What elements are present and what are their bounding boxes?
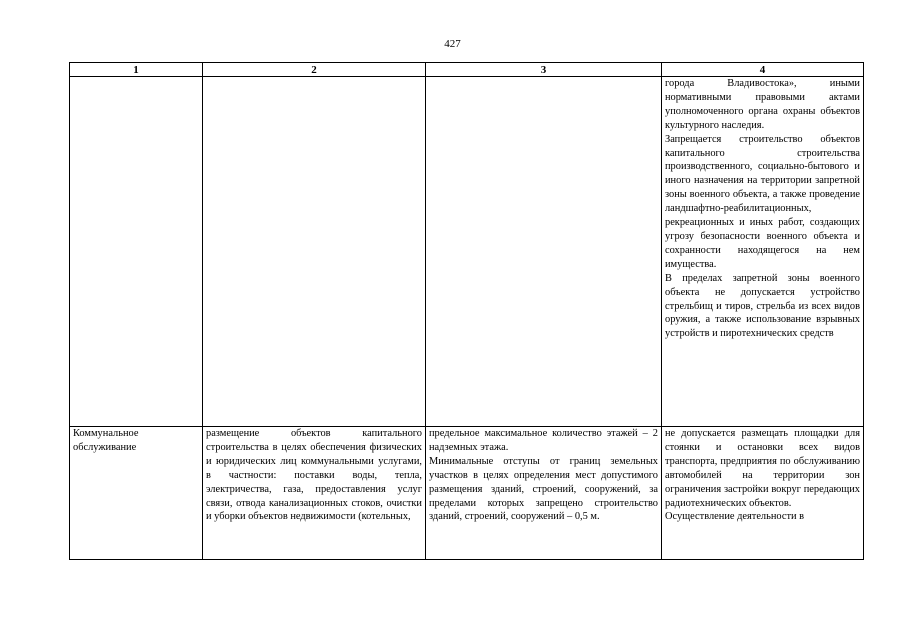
column-header-1: 1 <box>70 63 203 77</box>
row2-col4-paragraph-1: не допускается размещать площадки для стоянки и остановки всех видов транспорта, предприятия по обслуживанию автомобилей на территории зон ограничения застройки вокруг передающих радиотехнических объектов. <box>665 428 860 509</box>
page-number: 427 <box>444 38 461 50</box>
row1-col4-paragraph-3: В пределах запретной зоны военного объекта не допускается устройство стрельбищ и тиров, стрельба из всех видов оружия, а также использование взрывных устройств и пиротехнических средств <box>665 272 860 340</box>
row2-col3-paragraph-2: Минимальные отступы от границ земельных участков в целях определения мест допустимого размещения зданий, строений, сооружений, за пределами которых запрещено строительство зданий, строений, сооружений – 0,5 м. <box>429 455 658 523</box>
row1-col4-paragraph-2: Запрещается строительство объектов капитального строительства производственного, социально-бытового и иного назначения на территории запретной зоны военного объекта, а также проведение ландшафтно-реабилитационных, рекреационных и иных работ, создающих угрозу безопасности военного объекта и сохранности находящегося на нем имущества. <box>665 133 860 270</box>
column-header-3: 3 <box>426 63 662 77</box>
row1-col3-cell <box>426 77 662 427</box>
row1-col1-cell <box>70 77 203 427</box>
column-header-2: 2 <box>203 63 426 77</box>
row2-col2-paragraph-1: размещение объектов капитального строительства в целях обеспечения физических и юридических лиц коммунальными услугами, в частности: поставки воды, тепла, электричества, газа, предоставления услуг связи, отвода канализационных стоков, очистки и уборки объектов недвижимости (котельных, <box>206 428 422 523</box>
row1-col2-cell <box>203 77 426 427</box>
table-row <box>70 427 864 560</box>
row2-col3-paragraph-1: предельное максимальное количество этажей – 2 надземных этажа. <box>429 428 658 453</box>
row1-col4-paragraph-1: города Владивостока», иными нормативными правовыми актами уполномоченного органа охраны объектов культурного наследия. <box>665 78 860 131</box>
row2-use-type-name: Коммунальное обслуживание <box>73 428 139 453</box>
table-header-row <box>70 63 864 77</box>
row1-col4-cell <box>662 77 864 427</box>
column-header-4: 4 <box>662 63 864 77</box>
row2-col3-cell <box>426 427 662 560</box>
row2-col4-paragraph-2: Осуществление деятельности в <box>665 511 805 523</box>
row2-col4-cell <box>662 427 864 560</box>
table-row <box>70 77 864 427</box>
row2-col2-cell <box>203 427 426 560</box>
row2-col1-cell <box>70 427 203 560</box>
zoning-table <box>69 62 864 560</box>
